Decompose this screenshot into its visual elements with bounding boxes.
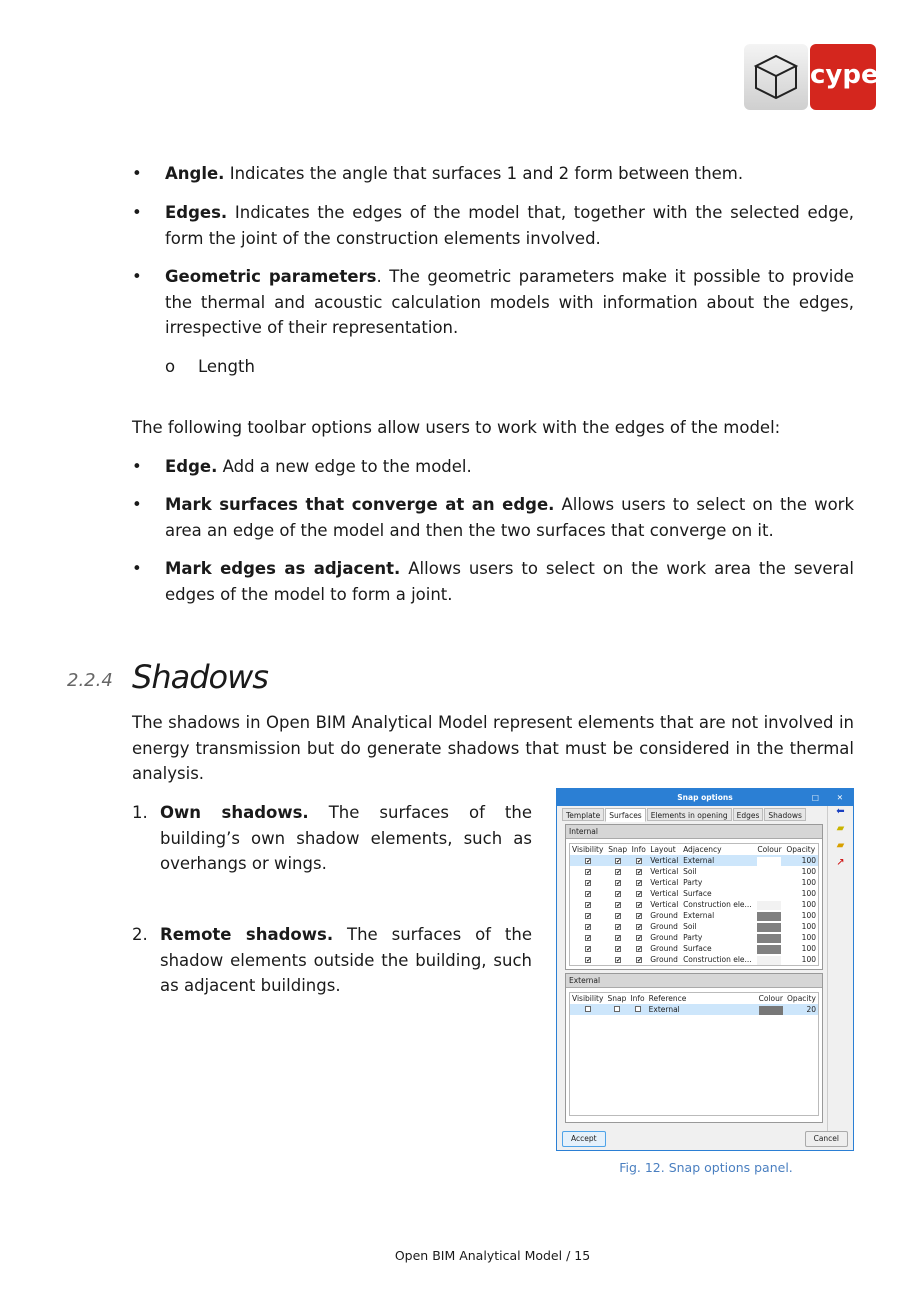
bullet-text: Allows users to select on the work area an edge of the model and then the two surfaces that converge on it. <box>165 495 854 540</box>
colour-swatch[interactable] <box>757 934 781 943</box>
column-header[interactable]: Snap <box>608 845 628 854</box>
close-icon[interactable]: ✕ <box>836 793 843 802</box>
opacity-cell: 100 <box>801 944 816 953</box>
bullet-text: Indicates the edges of the model that, together with the selected edge, form the joint of the construction elements involved. <box>165 203 854 248</box>
column-header[interactable]: Visibility <box>572 845 604 854</box>
checkbox[interactable]: ✔ <box>636 880 642 887</box>
table-row[interactable] <box>570 954 818 965</box>
dialog-title: Snap options <box>677 793 733 802</box>
bullet-icon: • <box>132 267 142 286</box>
layout-cell: Ground <box>650 933 678 942</box>
opacity-cell: 100 <box>784 855 818 866</box>
column-header[interactable]: Visibility <box>572 994 604 1003</box>
checkbox[interactable]: ✔ <box>615 935 621 942</box>
bullet-icon: • <box>132 203 142 222</box>
table-row[interactable] <box>570 855 818 866</box>
table-row[interactable] <box>570 910 818 921</box>
adjacency-cell: Party <box>683 933 703 942</box>
page-footer: Open BIM Analytical Model / 15 <box>394 1248 591 1263</box>
layout-cell: Vertical <box>650 900 679 909</box>
checkbox[interactable]: ✔ <box>636 924 642 931</box>
bullet-text: Indicates the angle that surfaces 1 and 2 form between them. <box>224 164 744 183</box>
bullet-text: Allows users to select on the work area the several edges of the model to form a joint. <box>165 559 854 604</box>
table-row[interactable] <box>570 932 818 943</box>
checkbox[interactable]: ✔ <box>636 858 642 865</box>
dialog-titlebar <box>557 789 853 806</box>
tab-surfaces[interactable]: Surfaces <box>605 808 645 822</box>
column-header[interactable]: Colour <box>758 994 783 1003</box>
checkbox[interactable]: ✔ <box>615 869 621 876</box>
colour-swatch[interactable] <box>757 901 781 910</box>
table-row[interactable] <box>570 866 818 877</box>
checkbox[interactable]: ✔ <box>615 946 621 953</box>
checkbox[interactable]: ✔ <box>615 891 621 898</box>
column-header[interactable]: Snap <box>607 994 627 1003</box>
cube-icon <box>744 44 808 110</box>
layout-cell: Ground <box>650 955 678 964</box>
checkbox[interactable]: ✔ <box>586 924 592 931</box>
checkbox[interactable] <box>614 1006 620 1012</box>
numbered-item: 2. Remote shadows. The surfaces of the shadow elements outside the building, such as adjacent buildings. <box>132 925 532 995</box>
bullet-icon: • <box>132 457 142 476</box>
internal-label: Internal <box>566 825 822 839</box>
tab-template[interactable]: Template <box>562 808 604 821</box>
cype-logo <box>744 44 879 110</box>
checkbox[interactable]: ✔ <box>636 935 642 942</box>
cancel-button[interactable]: Cancel <box>805 1131 848 1147</box>
logo-text: cype <box>810 44 876 110</box>
external-panel <box>565 973 823 1123</box>
reference-cell: External <box>647 1004 757 1015</box>
bullet-term: Angle. <box>165 164 225 183</box>
bullet-item <box>132 161 854 187</box>
colour-swatch[interactable] <box>757 923 781 932</box>
bullet-term: Edge. <box>165 457 218 476</box>
checkbox[interactable]: ✔ <box>586 869 592 876</box>
checkbox[interactable]: ✔ <box>586 957 592 964</box>
bullet-icon: • <box>132 559 142 578</box>
open-external-icon[interactable]: ↗ <box>836 857 845 868</box>
adjacency-cell: Construction ele... <box>683 955 752 964</box>
bullet-term: Mark edges as adjacent. <box>165 559 401 578</box>
opacity-cell: 100 <box>801 922 816 931</box>
opacity-cell: 100 <box>801 878 816 887</box>
tab-shadows[interactable]: Shadows <box>764 808 806 821</box>
bullet-item <box>132 200 854 251</box>
colour-swatch[interactable] <box>757 956 781 965</box>
bullet-item <box>132 556 854 607</box>
column-header[interactable]: Opacity <box>786 845 816 854</box>
layout-cell: Ground <box>650 911 678 920</box>
checkbox[interactable]: ✔ <box>586 858 592 865</box>
column-header[interactable]: Colour <box>757 845 782 854</box>
bullet-term: Mark surfaces that converge at an edge. <box>165 495 555 514</box>
layout-cell: Vertical <box>650 867 679 876</box>
bullet-icon: • <box>132 495 142 514</box>
colour-swatch[interactable] <box>759 1006 783 1015</box>
section-paragraph: The shadows in Open BIM Analytical Model represent elements that are not involved in energy transmission but do generate shadows that must be considered in the thermal analysis. <box>132 713 854 783</box>
adjacency-cell: Party <box>683 878 703 887</box>
bullet-item <box>132 264 854 341</box>
table-row[interactable] <box>570 943 818 954</box>
checkbox[interactable]: ✔ <box>636 891 642 898</box>
export-icon[interactable]: ▰ <box>836 840 845 851</box>
bullet-text: . The geometric parameters make it possible to provide the thermal and acoustic calculation models with information about the edges, irrespective of their representation. <box>165 267 855 337</box>
checkbox[interactable] <box>635 1006 641 1012</box>
column-header[interactable]: Layout <box>650 845 676 854</box>
colour-swatch[interactable] <box>757 890 781 899</box>
opacity-cell: 100 <box>801 955 816 964</box>
table-row[interactable] <box>570 877 818 888</box>
import-icon[interactable]: ▰ <box>836 823 845 834</box>
table-row[interactable] <box>570 1004 818 1015</box>
checkbox[interactable]: ✔ <box>615 913 621 920</box>
opacity-cell: 100 <box>801 911 816 920</box>
table-row[interactable] <box>570 888 818 899</box>
column-header[interactable]: Info <box>631 845 646 854</box>
colour-swatch[interactable] <box>757 945 781 954</box>
maximize-icon[interactable]: □ <box>811 793 819 802</box>
adjacency-cell: Surface <box>683 944 712 953</box>
colour-swatch[interactable] <box>757 868 781 877</box>
external-label: External <box>566 974 822 988</box>
section-number: 2.2.4 <box>67 670 113 691</box>
checkbox[interactable]: ✔ <box>586 913 592 920</box>
checkbox[interactable]: ✔ <box>586 902 592 909</box>
accept-button[interactable]: Accept <box>562 1131 606 1147</box>
column-header[interactable]: Adjacency <box>683 845 722 854</box>
checkbox[interactable]: ✔ <box>636 869 642 876</box>
checkbox[interactable]: ✔ <box>636 946 642 953</box>
sub-bullet: o Length <box>165 357 255 376</box>
layout-cell: Ground <box>650 922 678 931</box>
adjacency-cell: External <box>683 911 715 920</box>
opacity-cell: 100 <box>801 900 816 909</box>
colour-swatch[interactable] <box>757 879 781 888</box>
opacity-cell: 100 <box>801 933 816 942</box>
side-toolbar <box>827 806 853 1136</box>
column-header[interactable]: Info <box>630 994 645 1003</box>
checkbox[interactable]: ✔ <box>586 946 592 953</box>
arrow-left-icon[interactable]: ⬅ <box>836 806 845 817</box>
table-row[interactable] <box>570 921 818 932</box>
checkbox[interactable]: ✔ <box>586 880 592 887</box>
checkbox[interactable]: ✔ <box>586 891 592 898</box>
intro-paragraph: The following toolbar options allow users to work with the edges of the model: <box>132 418 781 437</box>
bullet-term: Edges. <box>165 203 228 222</box>
checkbox[interactable]: ✔ <box>615 858 621 865</box>
figure-caption: Fig. 12. Snap options panel. <box>619 1160 793 1175</box>
checkbox[interactable]: ✔ <box>615 924 621 931</box>
bullet-item <box>132 454 854 480</box>
adjacency-cell: External <box>681 855 755 866</box>
colour-swatch[interactable] <box>757 857 781 866</box>
numbered-item: 1. Own shadows. The surfaces of the building’s own shadow elements, such as overhangs or wings. <box>132 803 532 873</box>
checkbox[interactable]: ✔ <box>636 913 642 920</box>
checkbox[interactable]: ✔ <box>615 957 621 964</box>
colour-swatch[interactable] <box>757 912 781 921</box>
column-header[interactable]: Opacity <box>787 994 816 1003</box>
adjacency-cell: Surface <box>683 889 712 898</box>
checkbox[interactable]: ✔ <box>615 880 621 887</box>
tab-elements-in-opening[interactable]: Elements in opening <box>647 808 732 821</box>
adjacency-cell: Soil <box>683 922 697 931</box>
snap-options-dialog <box>556 788 854 1151</box>
table-row[interactable] <box>570 899 818 910</box>
opacity-cell: 100 <box>801 867 816 876</box>
checkbox[interactable]: ✔ <box>586 935 592 942</box>
opacity-cell: 20 <box>785 1004 818 1015</box>
tab-edges[interactable]: Edges <box>733 808 764 821</box>
column-header[interactable]: Reference <box>648 994 687 1003</box>
layout-cell: Ground <box>650 944 678 953</box>
adjacency-cell: Construction ele... <box>683 900 752 909</box>
layout-cell: Vertical <box>650 889 679 898</box>
opacity-cell: 100 <box>801 889 816 898</box>
bullet-item <box>132 492 854 543</box>
checkbox[interactable]: ✔ <box>636 957 642 964</box>
layout-cell: Vertical <box>648 855 681 866</box>
bullet-text: Add a new edge to the model. <box>217 457 472 476</box>
bullet-term: Geometric parameters <box>165 267 377 286</box>
layout-cell: Vertical <box>650 878 679 887</box>
checkbox[interactable] <box>585 1006 591 1012</box>
checkbox[interactable]: ✔ <box>636 902 642 909</box>
checkbox[interactable]: ✔ <box>615 902 621 909</box>
adjacency-cell: Soil <box>683 867 697 876</box>
section-title: Shadows <box>132 658 268 696</box>
bullet-icon: • <box>132 164 142 183</box>
internal-panel <box>565 824 823 970</box>
